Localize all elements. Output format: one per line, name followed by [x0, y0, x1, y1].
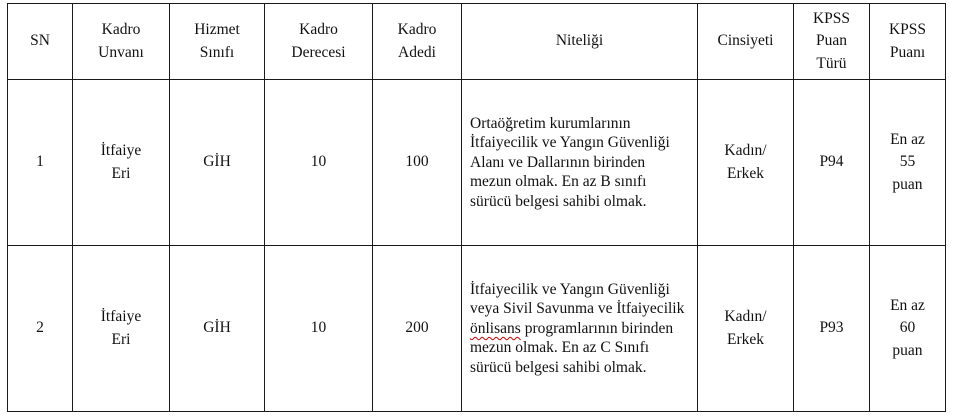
cell-niteligi — [462, 246, 698, 412]
cell-kadro-derecesi: 10 — [265, 80, 373, 246]
cell-hizmet-sinifi: GİH — [170, 80, 265, 246]
cell-kpss-puan-turu: P94 — [794, 80, 870, 246]
header-kadro-adedi: Kadro Adedi — [373, 4, 462, 80]
cell-hizmet-sinifi: GİH — [170, 246, 265, 412]
cell-kadro-derecesi: 10 — [265, 246, 373, 412]
spellcheck-flagged-word: önlisans — [470, 319, 521, 337]
kadro-table — [7, 3, 946, 412]
header-kpss-puani: KPSS Puanı — [870, 4, 946, 80]
header-row — [8, 4, 946, 80]
cell-kpss-puani: En az 60 puan — [870, 246, 946, 412]
header-kadro-derecesi: Kadro Derecesi — [265, 4, 373, 80]
niteligi-text-before: İtfaiyecilik ve Yangın Güvenliği veya Sivil Savunma ve İtfaiyecilik — [470, 281, 685, 318]
header-sn: SN — [8, 4, 73, 80]
table-row — [8, 80, 946, 246]
header-cinsiyeti: Cinsiyeti — [698, 4, 794, 80]
cell-kadro-unvani: İtfaiye Eri — [73, 246, 170, 412]
cell-kadro-unvani: İtfaiye Eri — [73, 80, 170, 246]
table-row — [8, 246, 946, 412]
cell-cinsiyeti: Kadın/ Erkek — [698, 80, 794, 246]
cell-kadro-adedi: 200 — [373, 246, 462, 412]
header-niteligi: Niteliği — [462, 4, 698, 80]
cell-kadro-adedi: 100 — [373, 80, 462, 246]
header-kadro-unvani: Kadro Unvanı — [73, 4, 170, 80]
cell-kpss-puani: En az 55 puan — [870, 80, 946, 246]
header-kpss-puan-turu: KPSS Puan Türü — [794, 4, 870, 80]
cell-sn: 2 — [8, 246, 73, 412]
niteligi-text-after: programlarının birinden mezun olmak. En az C Sınıfı sürücü belgesi sahibi olmak. — [470, 319, 674, 376]
cell-niteligi: Ortaöğretim kurumlarının İtfaiyecilik ve Yangın Güvenliği Alanı ve Dallarının birinden mezun olmak. En az B sınıfı sürücü belgesi sahibi olmak. — [462, 80, 698, 246]
cell-sn: 1 — [8, 80, 73, 246]
cell-cinsiyeti: Kadın/ Erkek — [698, 246, 794, 412]
header-hizmet-sinifi: Hizmet Sınıfı — [170, 4, 265, 80]
cell-kpss-puan-turu: P93 — [794, 246, 870, 412]
